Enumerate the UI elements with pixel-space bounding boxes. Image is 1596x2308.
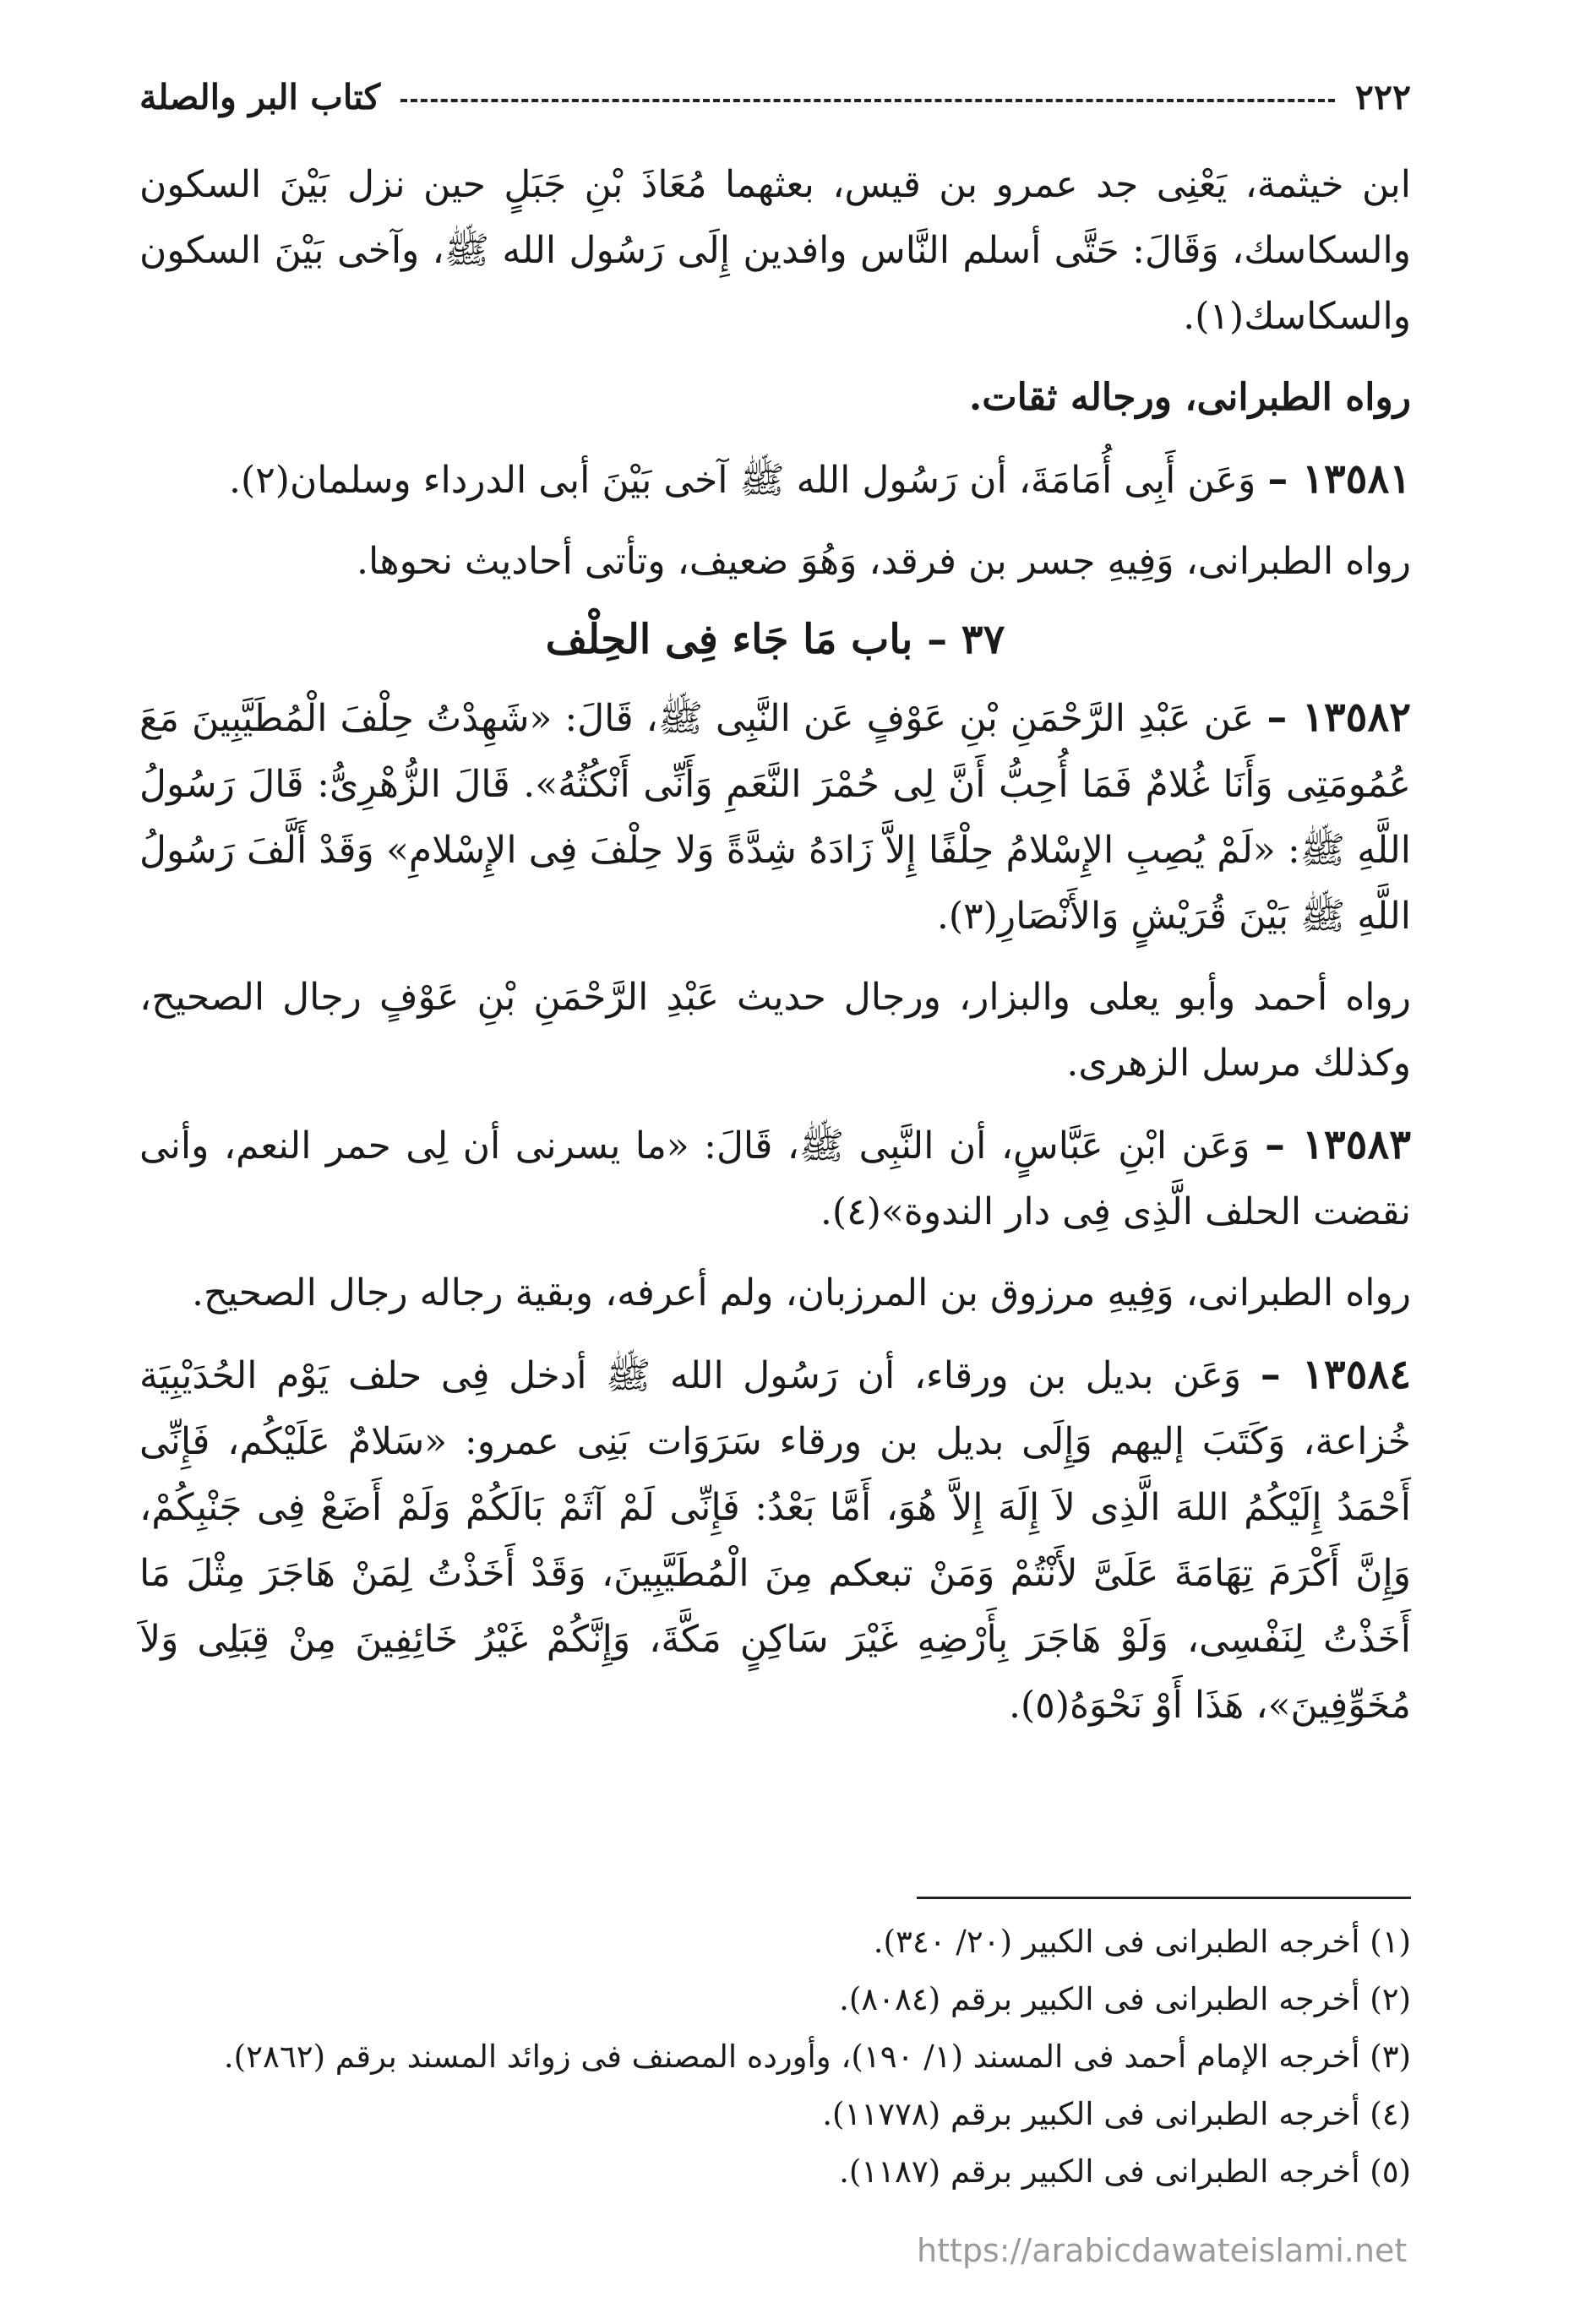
paragraph: رواه الطبرانى، وَفِيهِ مرزوق بن المرزبان، ولم أعرفه، وبقية رجاله رجال الصحيح.: [191, 1271, 1411, 1315]
hadith-text: عَن عَبْدِ الرَّحْمَنِ بْنِ عَوْفٍ عَن النَّبِى ﷺ، قَالَ: «شَهِدْتُ حِلْفَ الْمُطَيَّبِينَ مَعَ عُمُومَتِى وَأَنَا غُلامٌ فَمَا أُحِبُّ أَنَّ لِى حُمْرَ النَّعَمِ وَأَنِّى أَنْكُثُهُ». قَالَ الزُّهْرِىُّ: قَالَ رَسُولُ اللَّهِ ﷺ: «لَمْ يُصِبِ الإِسْلامُ حِلْفًا إِلاَّ زَادَهُ شِدَّةً وَلا حِلْفَ فِى الإِسْلامِ» وَقَدْ أَلَّفَ رَسُولُ اللَّهِ ﷺ بَيْنَ قُرَيْشٍ وَالأَنْصَارِ(٣).: [139, 697, 1412, 938]
footnotes: [139, 1913, 1411, 2201]
footnote: (٣) أخرجه الإمام أحمد فى المسند (١/ ١٩٠)، وأورده المصنف فى زوائد المسند برقم (٢٨٦٢).: [223, 2039, 1411, 2075]
footnote-divider: [917, 1897, 1411, 1899]
page-header: [139, 68, 1411, 127]
footnote: (٤) أخرجه الطبرانى فى الكبير برقم (١١٧٧٨).: [822, 2096, 1411, 2132]
page-number: ٢٢٢: [1354, 77, 1411, 117]
hadith-text: وَعَن أَبِى أُمَامَةَ، أن رَسُول الله ﷺ آخى بَيْنَ أبى الدرداء وسلمان(٢).: [229, 459, 1268, 502]
section-heading: ٣٧ – باب مَا جَاء فِى الحِلْف: [545, 616, 1005, 663]
hadith-number: ١٣٥٨٣ –: [1264, 1121, 1411, 1168]
paragraph: رواه أحمد وأبو يعلى والبزار، ورجال حديث عَبْدِ الرَّحْمَنِ بْنِ عَوْفٍ رجال الصحيح، وكذلك مرسل الزهرى.: [139, 976, 1411, 1085]
footnote: (١) أخرجه الطبرانى فى الكبير (٢٠/ ٣٤٠).: [873, 1924, 1411, 1960]
header-divider: [400, 99, 1335, 102]
narration-source: رواه الطبرانى، ورجاله ثقات.: [968, 376, 1411, 419]
hadith-entry: [139, 1342, 1411, 1739]
hadith-text: وَعَن ابْنِ عَبَّاسٍ، أن النَّبِى ﷺ، قَالَ: «ما يسرنى أن لِى حمر النعم، وأنى نقضت الحلف الَّذِى فِى دار الندوة»(٤).: [139, 1124, 1411, 1233]
hadith-number: ١٣٥٨١ –: [1267, 455, 1411, 503]
hadith-entry: [139, 446, 1411, 514]
watermark-url: https://arabicdawateislami.net: [917, 2232, 1408, 2269]
footnote: (٥) أخرجه الطبرانى فى الكبير برقم (١١٨٧).: [839, 2153, 1411, 2190]
hadith-entry: [139, 684, 1411, 950]
hadith-number: ١٣٥٨٢ –: [1266, 694, 1411, 741]
hadith-number: ١٣٥٨٤ –: [1260, 1351, 1412, 1398]
footnote: (٢) أخرجه الطبرانى فى الكبير برقم (٨٠٨٤).: [839, 1981, 1411, 2017]
paragraph: رواه الطبرانى، وَفِيهِ جسر بن فرقد، وَهُوَ ضعيف، وتأتى أحاديث نحوها.: [357, 540, 1411, 583]
hadith-entry: [139, 1112, 1411, 1245]
book-title: كتاب البر والصلة: [139, 77, 381, 117]
paragraph: ابن خيثمة، يَعْنِى جد عمرو بن قيس، بعثهما مُعَاذَ بْنِ جَبَلٍ حين نزل بَيْنَ السكون والسكاسك، وَقَالَ: حَتَّى أسلم النَّاس وافدين إِلَى رَسُول الله ﷺ، وآخى بَيْنَ السكون والسكاسك(١).: [139, 163, 1411, 338]
hadith-text: وَعَن بديل بن ورقاء، أن رَسُول الله ﷺ أدخل فِى حلف يَوْم الحُدَيْبِيَة خُزاعة، وَكَتَبَ إليهم وَإِلَى بديل بن ورقاء سَرَوَات بَنِى عمرو: «سَلامٌ عَلَيْكُم، فَإِنِّى أَحْمَدُ إِلَيْكُمُ اللهَ الَّذِى لاَ إِلَهَ إِلاَّ هُوَ، أَمَّا بَعْدُ: فَإِنِّى لَمْ آثَمْ بَالَكُمْ وَلَمْ أَضَعْ فِى جَنْبِكُمْ، وَإِنَّ أَكْرَمَ تِهَامَةَ عَلَىَّ لأَنْتُمْ وَمَنْ تبعكم مِنَ الْمُطَيَّبِينَ، وَقَدْ أَخَذْتُ لِمَنْ هَاجَرَ مِثْلَ مَا أَخَذْتُ لِنَفْسِى، وَلَوْ هَاجَرَ بِأَرْضِهِ غَيْرَ سَاكِنٍ مَكَّةَ، وَإِنَّكُمْ غَيْرُ خَائِفِينَ مِنْ قِبَلِى وَلاَ مُخَوِّفِينَ»، هَذَا أَوْ نَحْوَهُ(٥).: [139, 1354, 1412, 1727]
paragraph: [139, 365, 1411, 431]
main-text: [139, 152, 1411, 1754]
